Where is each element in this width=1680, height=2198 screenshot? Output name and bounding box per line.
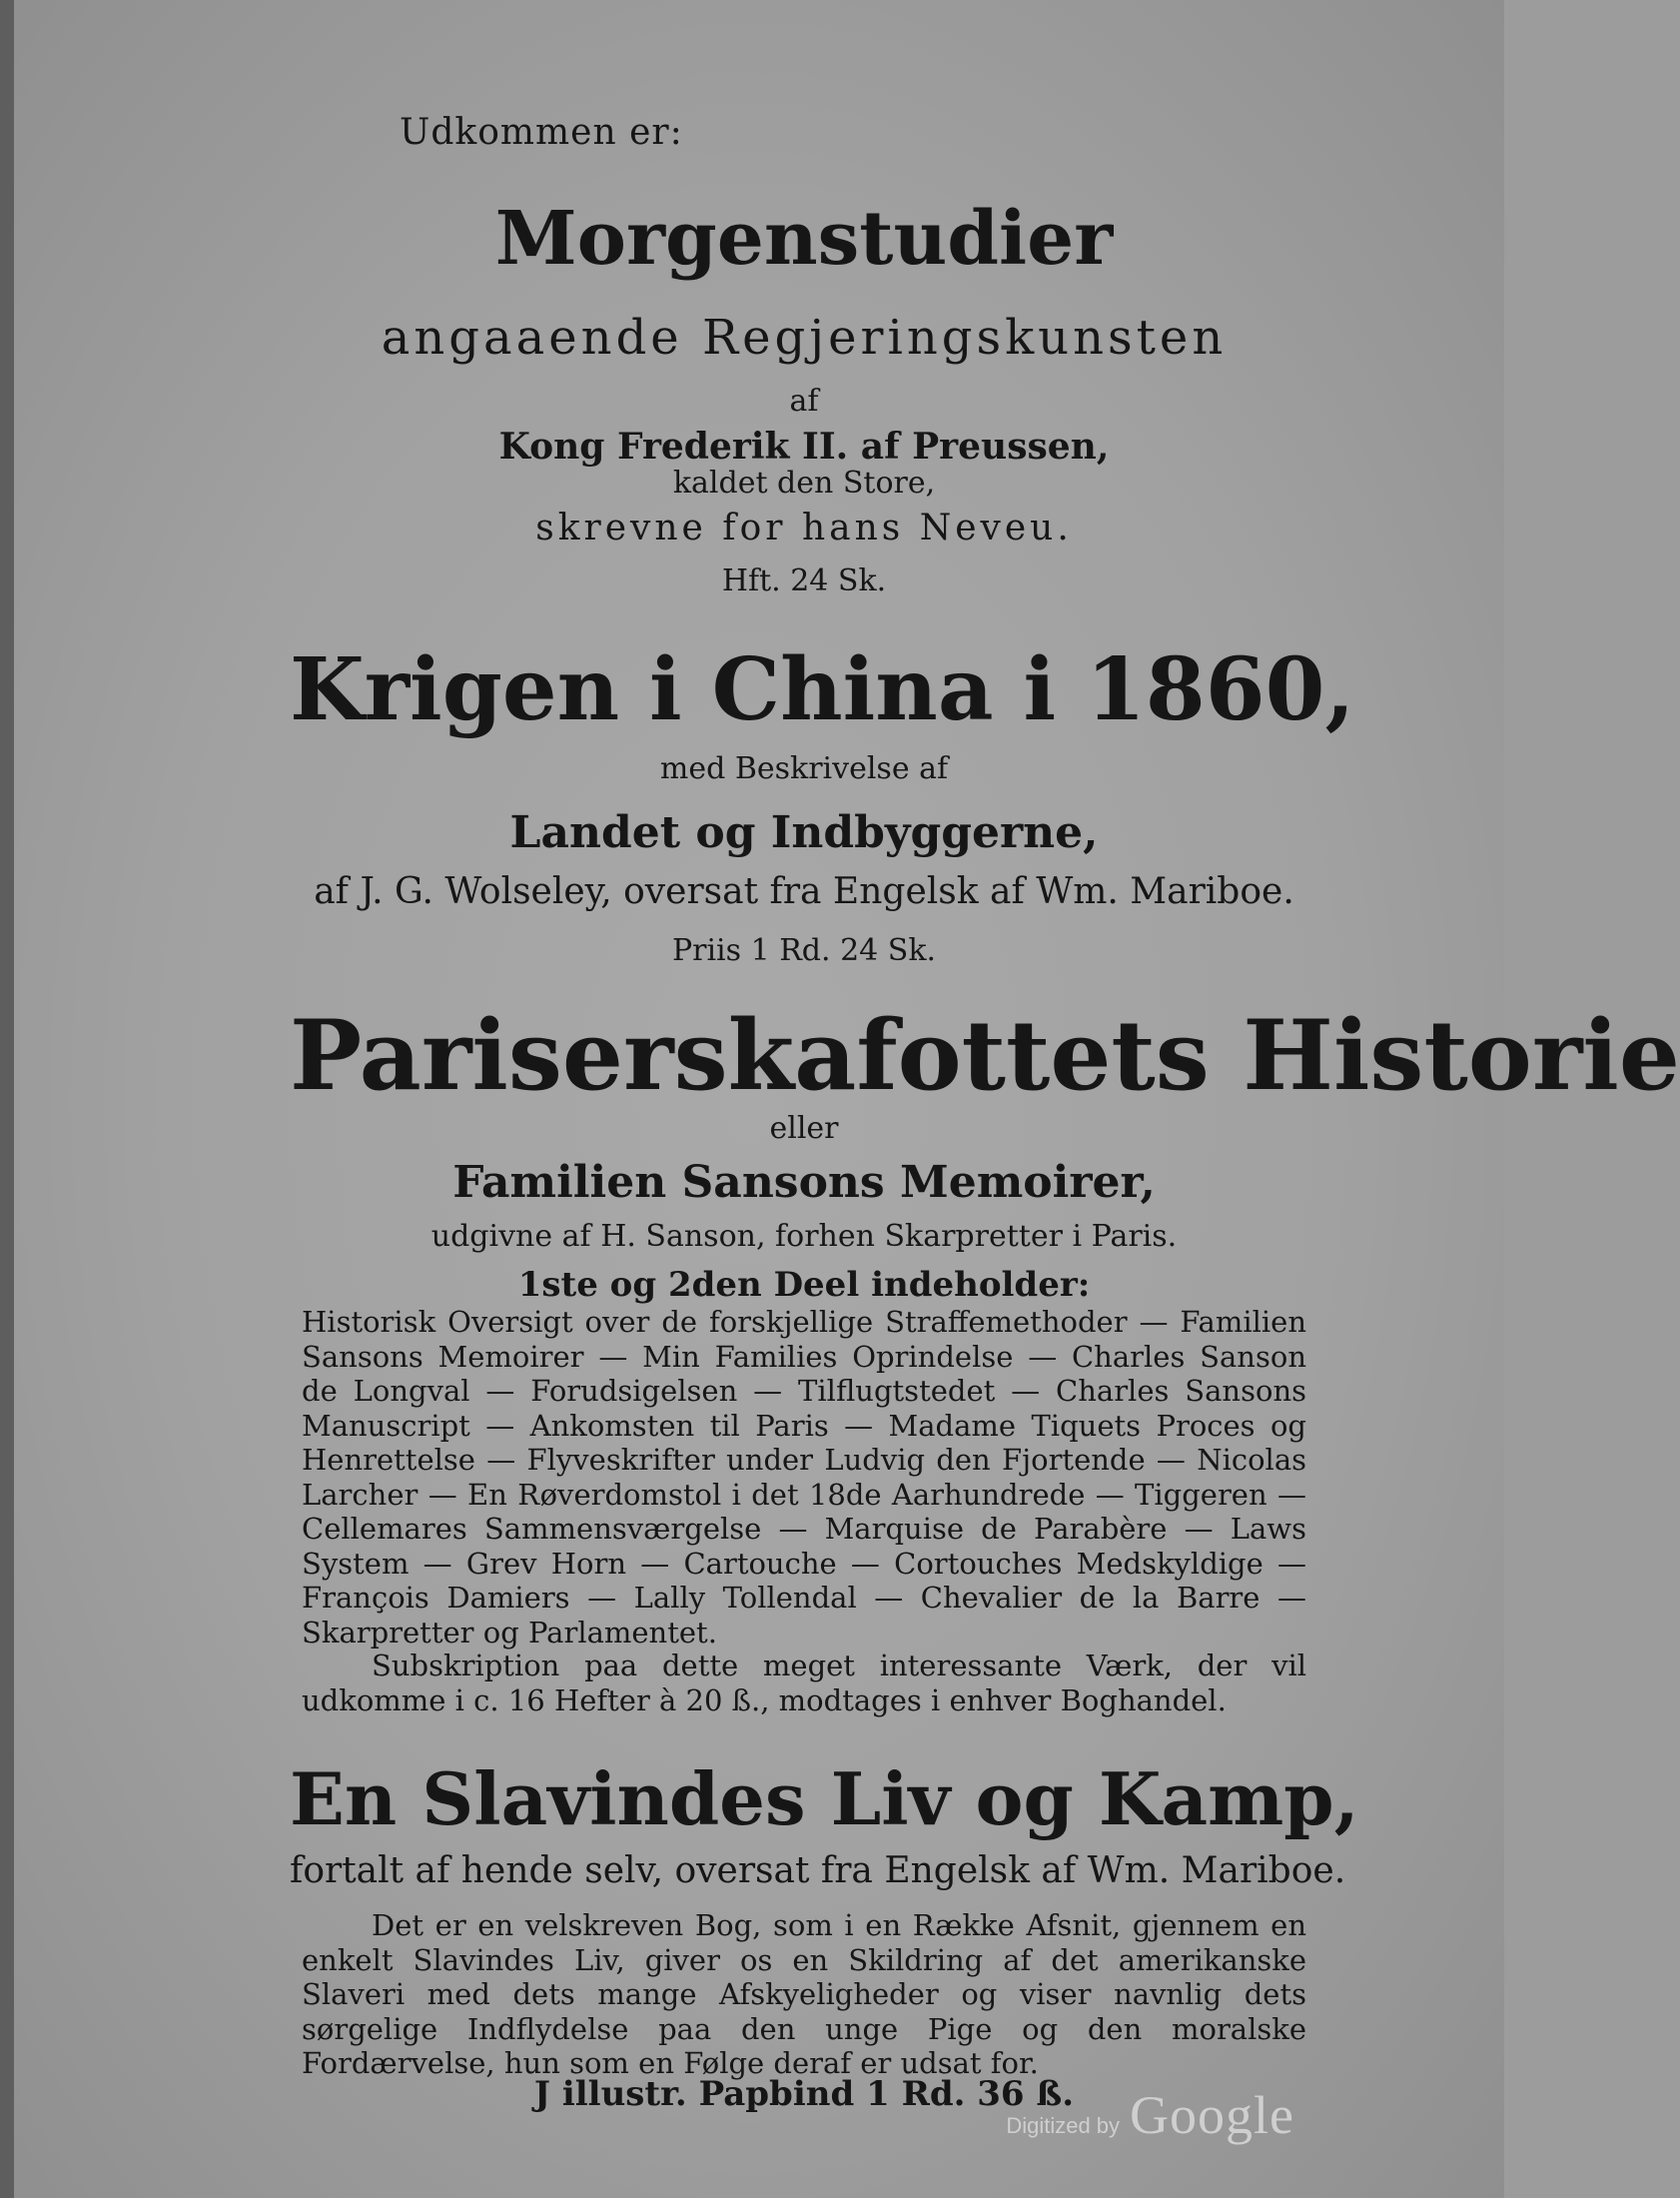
book3-contents: Historisk Oversigt over de forskjellige Straffemethoder — Familien Sansons Memoirer — Min Families Oprindelse — Charles Sanson de Longval — Forudsigelsen — Tilflugtstedet — Charles Sansons Manuscript — Ankomsten til Paris — Madame Tiquets Proces og Henrettelse — Flyveskrifter under Ludvig den Fjortende — Nicolas Larcher — En Røverdomstol i det 18de Aarhundrede — Tiggeren — Cellemares Sammensværgelse — Marquise de Parabère — Laws System — Grev Horn — Cartouche — Cortouches Medskyldige — François Damiers — Lally Tollendal — Chevalier de la Barre — Skarpretter og Parlamentet. <box>302 1305 1306 1649</box>
intro-text: Udkommen er: <box>400 112 683 153</box>
digitized-by-google-watermark <box>1006 2084 1294 2146</box>
google-logo: Google <box>1130 2085 1294 2145</box>
book3-title: Pariserskafottets Historie <box>290 999 1680 1112</box>
book1-title: Morgenstudier <box>494 196 1114 282</box>
book2-author: af J. G. Wolseley, oversat fra Engelsk af Wm. Mariboe. <box>314 871 1294 912</box>
book3-subtitle: Familien Sansons Memoirer, <box>452 1157 1156 1208</box>
book4-title: En Slavindes Liv og Kamp, <box>290 1756 1359 1841</box>
book4-description: Det er en velskreven Bog, som i en Række Afsnit, gjennem en enkelt Slavindes Liv, giver os en Skildring af det amerikanske Slaveri med dets mange Afskyeligheder og viser navnlig dets sørgelige Indflydelse paa den unge Pige og den moralske Fordærvelse, hun som en Følge deraf er udsat for. <box>302 1908 1306 2080</box>
book3-author: udgivne af H. Sanson, forhen Skarpretter i Paris. <box>430 1219 1178 1254</box>
page-edge-shadow <box>0 0 14 2198</box>
book2-description: med Beskrivelse af <box>659 751 949 786</box>
book1-subtitle: angaaende Regjeringskunsten <box>381 310 1228 366</box>
book3-subscription: Subskription paa dette meget interessante Værk, der vil udkomme i c. 16 Hefter à 20 ß., modtages i enhver Boghandel. <box>302 1648 1306 1717</box>
book2-subject: Landet og Indbyggerne, <box>509 807 1099 858</box>
book1-by: af <box>789 384 819 419</box>
book1-author: Kong Frederik II. af Preussen, <box>498 426 1110 468</box>
book3-contents-heading: 1ste og 2den Deel indeholder: <box>517 1265 1091 1305</box>
book3-or: eller <box>769 1111 839 1146</box>
book2-price: Priis 1 Rd. 24 Sk. <box>671 933 937 968</box>
book4-price: J illustr. Papbind 1 Rd. 36 ß. <box>533 2074 1075 2114</box>
book1-price: Hft. 24 Sk. <box>721 563 887 598</box>
book4-subtitle: fortalt af hende selv, oversat fra Engelsk af Wm. Mariboe. <box>290 1850 1346 1891</box>
book1-written-for: skrevne for hans Neveu. <box>535 508 1073 549</box>
watermark-prefix: Digitized by <box>1006 2113 1121 2138</box>
book1-epithet: kaldet den Store, <box>672 466 936 501</box>
book2-title: Krigen i China i 1860, <box>290 639 1355 740</box>
